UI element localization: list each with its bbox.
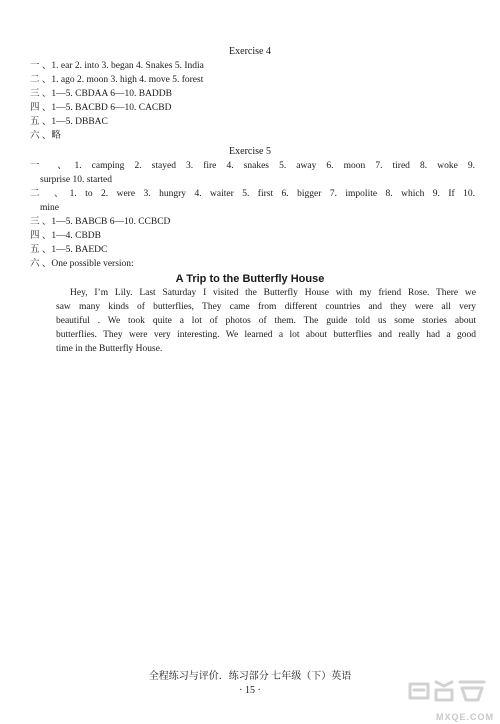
exercise-5-line-2: surprise 10. started [40,175,113,185]
exercise-5-line-8: 六 、One possible version: [30,259,134,269]
exercise-4-line-4: 四 、1—5. BACBD 6—10. CACBD [30,103,172,113]
exercise-5-line-3: 二 、1. to 2. were 3. hungry 4. waiter 5. first 6. bigger 7. impolite 8. which 9. If 10. [30,189,475,199]
book-title-footer: 全程练习与评价．练习部分 七年级（下）英语 [148,671,352,682]
exercise-4-line-2: 二 、1. ago 2. moon 3. high 4. move 5. forest [30,75,204,85]
story-line-4: butterflies. They were very interesting. We learned a lot about butterflies and really had a good [56,330,476,340]
story-line-1: Hey, I’m Lily. Last Saturday I visited the Butterfly House with my friend Rose. There we [70,288,476,298]
story-title: A Trip to the Butterfly House [175,273,325,285]
watermark-text: MXQE.COM [435,712,494,722]
exercise-5-line-6: 四 、1—4. CBDB [30,231,101,241]
exercise-4-line-1: 一 、1. ear 2. into 3. began 4. Snakes 5. India [30,61,204,71]
story-line-5: time in the Butterfly House. [56,344,163,354]
exercise-5-line-7: 五 、1—5. BAEDC [30,245,108,255]
exercise-5-line-1: 一 、1. camping 2. stayed 3. fire 4. snakes 5. away 6. moon 7. tired 8. woke 9. [30,161,475,171]
story-line-3: beautiful . We took quite a lot of photos of them. The guide told us some stories about [56,316,476,326]
exercise-4-line-3: 三 、1—5. CBDAA 6—10. BADDB [30,89,172,99]
exercise-4-line-6: 六 、略 [30,131,61,141]
exercise-4-title: Exercise 4 [229,46,271,57]
exercise-5-line-4: mine [40,203,59,213]
exercise-5-title: Exercise 5 [229,146,271,157]
exercise-5-line-5: 三 、1—5. BABCB 6—10. CCBCD [30,217,171,227]
story-line-2: saw many kinds of butterflies, They came from different countries and they were all very [56,302,476,312]
exercise-4-line-5: 五 、1—5. DBBAC [30,117,108,127]
page-number: · 15 · [239,685,261,696]
